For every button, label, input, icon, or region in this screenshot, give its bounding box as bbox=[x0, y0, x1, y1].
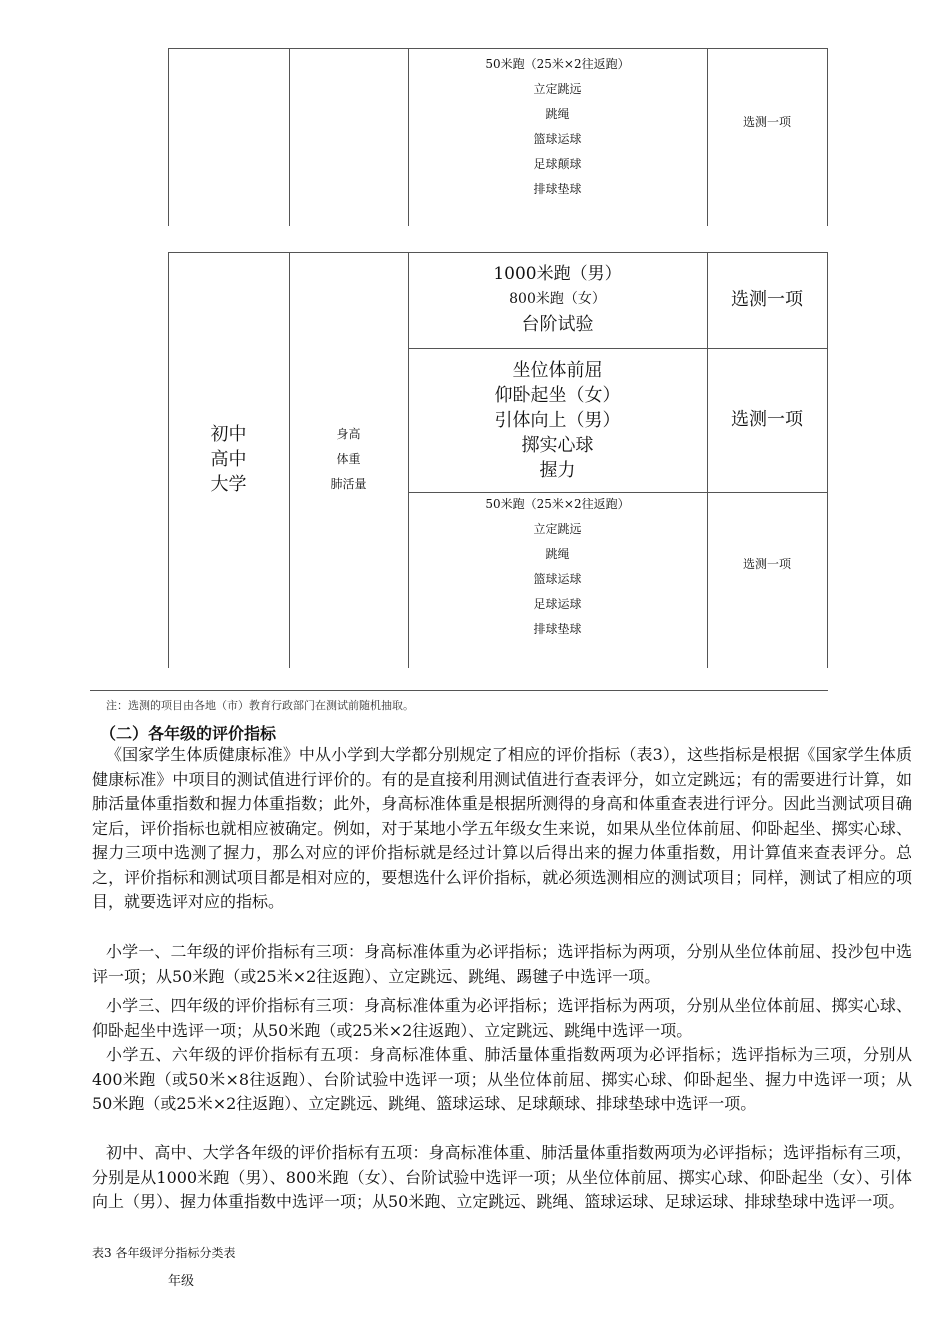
top-option: 排球垫球 bbox=[533, 182, 582, 196]
top-option: 立定跳远 bbox=[533, 82, 582, 96]
group2-choice: 选测一项 bbox=[731, 409, 803, 430]
group1-option: 1000米跑（男） bbox=[493, 264, 622, 284]
group3-options bbox=[408, 492, 707, 642]
paragraph-grade-1-2: 小学一、二年级的评价指标有三项：身高标准体重为必评指标；选评指标为两项，分别从坐位体前屈、投沙包中选评一项；从50米跑（或25米×2往返跑）、立定跳远、跳绳、踢毽子中选评一项。 bbox=[92, 942, 912, 986]
table-bottom-rule bbox=[90, 690, 828, 691]
required-item: 肺活量 bbox=[330, 477, 367, 491]
group3-option: 篮球运球 bbox=[533, 572, 582, 586]
group3-option: 足球运球 bbox=[533, 597, 582, 611]
group1-options bbox=[408, 262, 707, 337]
table-main bbox=[168, 252, 828, 668]
group2-option: 引体向上（男） bbox=[494, 410, 621, 431]
school-levels bbox=[168, 422, 289, 497]
top-option: 足球颠球 bbox=[533, 157, 582, 171]
required-item: 身高 bbox=[336, 427, 361, 441]
group3-option: 跳绳 bbox=[545, 547, 570, 561]
section-title: （二）各年级的评价指标 bbox=[100, 724, 277, 743]
group2-option: 仰卧起坐（女） bbox=[494, 385, 621, 406]
group3-option: 立定跳远 bbox=[533, 522, 582, 536]
top-options-list bbox=[408, 52, 707, 202]
group1-option: 800米跑（女） bbox=[509, 291, 606, 307]
level-label: 高中 bbox=[210, 449, 247, 470]
table-note: 注：选测的项目由各地（市）教育行政部门在测试前随机抽取。 bbox=[106, 699, 414, 712]
grade-header: 年级 bbox=[168, 1274, 195, 1289]
group2-option: 掷实心球 bbox=[521, 435, 594, 456]
table-top-fragment bbox=[168, 48, 828, 226]
paragraph-intro: 《国家学生体质健康标准》中从小学到大学都分别规定了相应的评价指标（表3），这些指标是根据《国家学生体质健康标准》中项目的测试值进行评价的。有的是直接利用测试值进行查表评分，如立定跳远；有的需要进行计算，如肺活量体重指数和握力体重指数；此外，身高标准体重是根据所测得的身高和体重查表进行评分。因此当测试项目确定后，评价指标也就相应被确定。例如，对于某地小学五年级女生来说，如果从坐位体前屈、仰卧起坐、掷实心球、握力三项中选测了握力，那么对应的评价指标就是经过计算以后得出来的握力体重指数，用计算值来查表评分。总之，评价指标和测试项目都是相对应的，要想选什么评价指标，就必须选测相应的测试项目；同样，测试了相应的项目，就要选评对应的指标。 bbox=[92, 745, 912, 911]
level-label: 初中 bbox=[210, 424, 247, 445]
group3-choice: 选测一项 bbox=[742, 557, 791, 571]
level-label: 大学 bbox=[210, 474, 247, 495]
paragraph-grade-3-4: 小学三、四年级的评价指标有三项：身高标准体重为必评指标；选评指标为两项，分别从坐位体前屈、掷实心球、仰卧起坐中选评一项；从50米跑（或25米×2往返跑）、立定跳远、跳绳中选评一项。 bbox=[92, 996, 912, 1040]
group3-option: 排球垫球 bbox=[533, 622, 582, 636]
required-items bbox=[289, 422, 408, 497]
paragraph-grade-5-6: 小学五、六年级的评价指标有五项：身高标准体重、肺活量体重指数两项为必评指标；选评指标为三项，分别从400米跑（或50米×8往返跑）、台阶试验中选评一项；从坐位体前屈、掷实心球、仰卧起坐、握力中选评一项；从50米跑（或25米×2往返跑）、立定跳远、跳绳、篮球运球、足球颠球、排球垫球中选评一项。 bbox=[92, 1045, 912, 1113]
paragraph-secondary-university: 初中、高中、大学各年级的评价指标有五项：身高标准体重、肺活量体重指数两项为必评指标；选评指标有三项，分别是从1000米跑（男）、800米跑（女）、台阶试验中选评一项；从坐位体前屈、掷实心球、仰卧起坐（女）、引体向上（男）、握力体重指数中选评一项；从50米跑、立定跳远、跳绳、篮球运球、足球运球、排球垫球中选评一项。 bbox=[92, 1143, 912, 1211]
top-choice-label: 选测一项 bbox=[742, 115, 791, 129]
top-option: 跳绳 bbox=[545, 107, 570, 121]
group1-choice: 选测一项 bbox=[731, 289, 803, 310]
group3-option: 50米跑（25米×2往返跑） bbox=[485, 497, 630, 511]
group2-option: 坐位体前屈 bbox=[512, 360, 603, 381]
table-caption: 表3 各年级评分指标分类表 bbox=[92, 1246, 236, 1260]
top-option: 50米跑（25米×2往返跑） bbox=[485, 57, 630, 71]
group2-option: 握力 bbox=[539, 460, 576, 481]
required-item: 体重 bbox=[336, 452, 361, 466]
group1-option: 台阶试验 bbox=[521, 314, 594, 335]
group2-options bbox=[408, 358, 707, 483]
top-option: 篮球运球 bbox=[533, 132, 582, 146]
